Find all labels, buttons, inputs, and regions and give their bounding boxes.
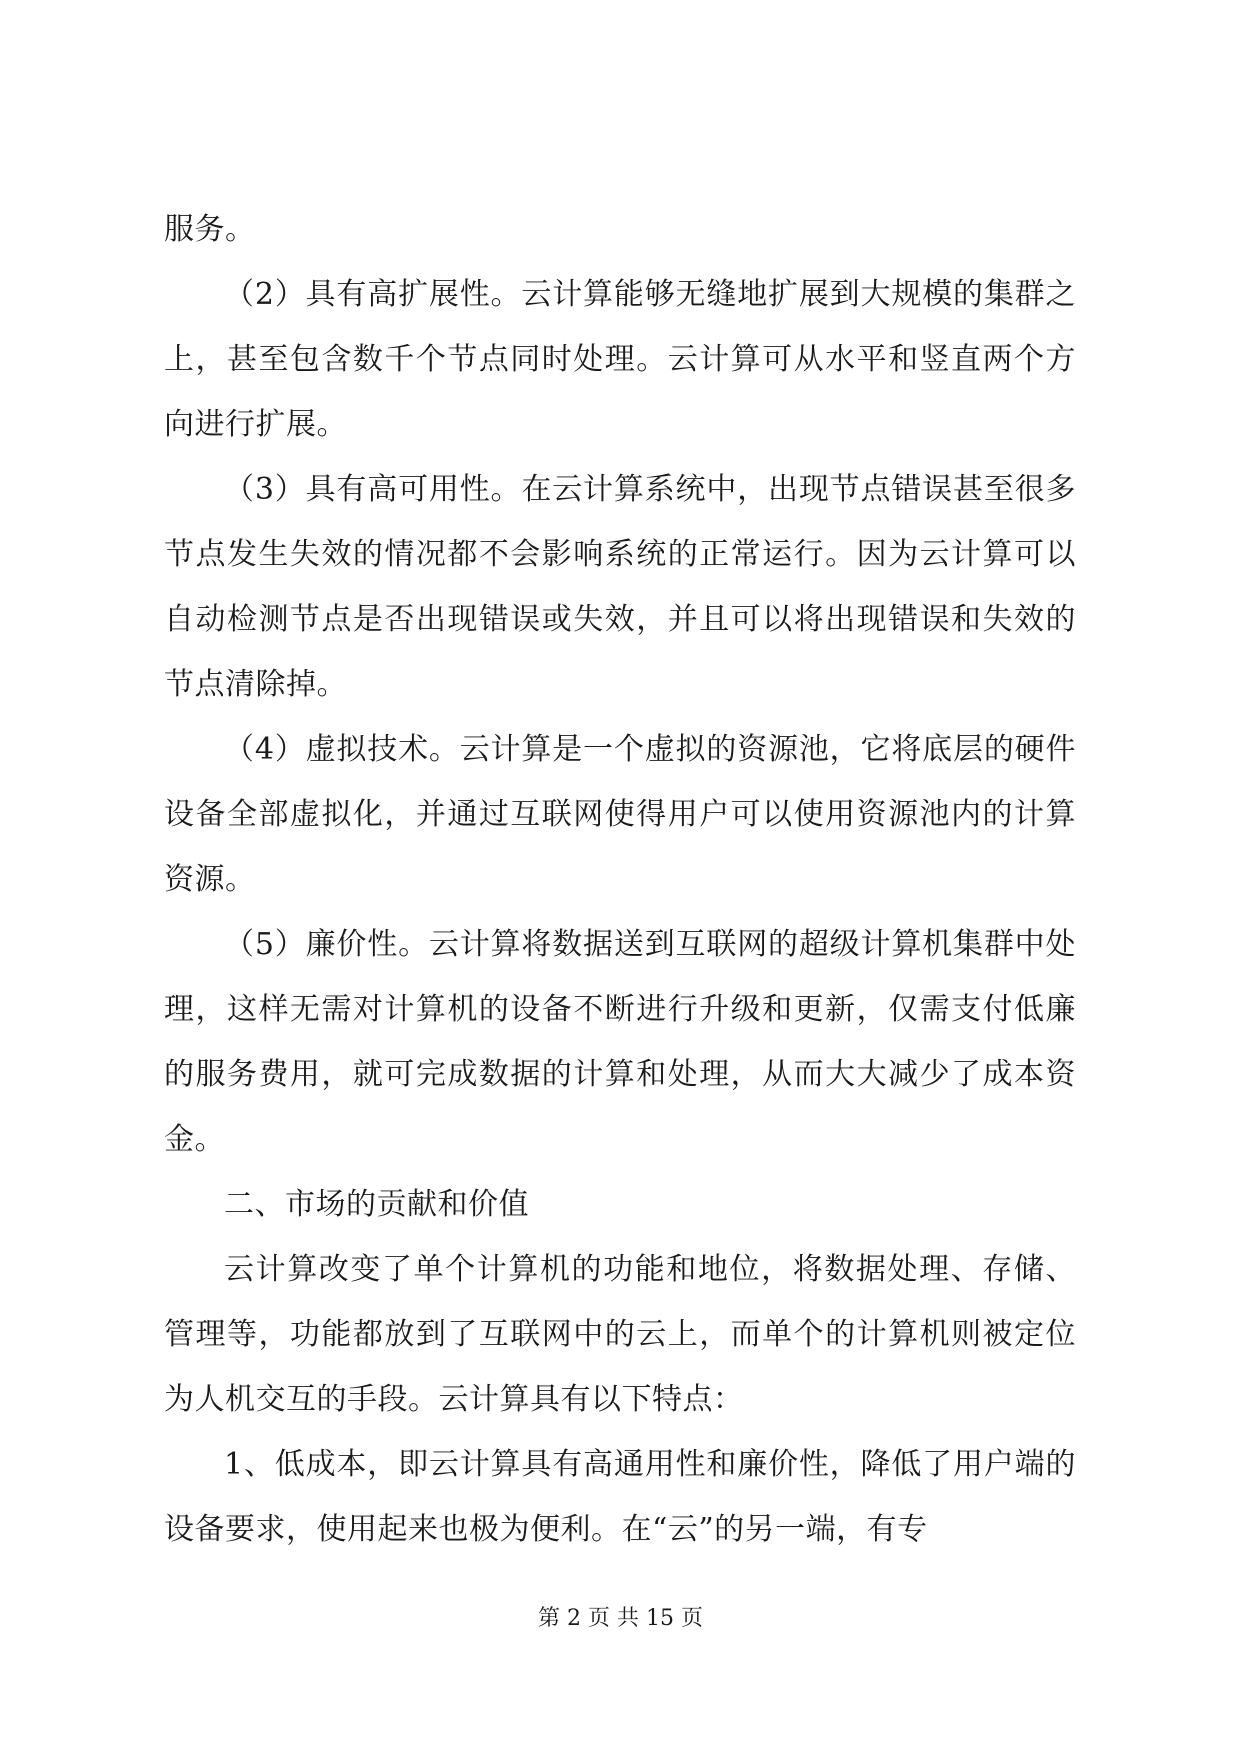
paragraph-feature-1: 1、低成本，即云计算具有高通用性和廉价性，降低了用户端的设备要求，使用起来也极为便利。在“云”的另一端，有专 xyxy=(164,1447,1076,1547)
section-heading: 二、市场的贡献和价值 xyxy=(224,1187,529,1222)
paragraph-virtualization: （4）虚拟技术。云计算是一个虚拟的资源池，它将底层的硬件设备全部虚拟化，并通过互联网使得用户可以使用资源池内的计算资源。 xyxy=(164,732,1076,897)
paragraph-scalability: （2）具有高扩展性。云计算能够无缝地扩展到大规模的集群之上，甚至包含数千个节点同时处理。云计算可从水平和竖直两个方向进行扩展。 xyxy=(164,277,1076,442)
paragraph-continuation: 服务。 xyxy=(164,212,256,247)
paragraph-market-value: 云计算改变了单个计算机的功能和地位，将数据处理、存储、管理等，功能都放到了互联网中的云上，而单个的计算机则被定位为人机交互的手段。云计算具有以下特点： xyxy=(164,1252,1076,1417)
page-footer: 第 2 页 共 15 页 xyxy=(538,1606,703,1631)
paragraph-availability: （3）具有高可用性。在云计算系统中，出现节点错误甚至很多节点发生失效的情况都不会影响系统的正常运行。因为云计算可以自动检测节点是否出现错误或失效，并且可以将出现错误和失效的节点清除掉。 xyxy=(164,472,1076,702)
paragraph-low-cost: （5）廉价性。云计算将数据送到互联网的超级计算机集群中处理，这样无需对计算机的设备不断进行升级和更新，仅需支付低廉的服务费用，就可完成数据的计算和处理，从而大大减少了成本资金。 xyxy=(164,927,1076,1157)
